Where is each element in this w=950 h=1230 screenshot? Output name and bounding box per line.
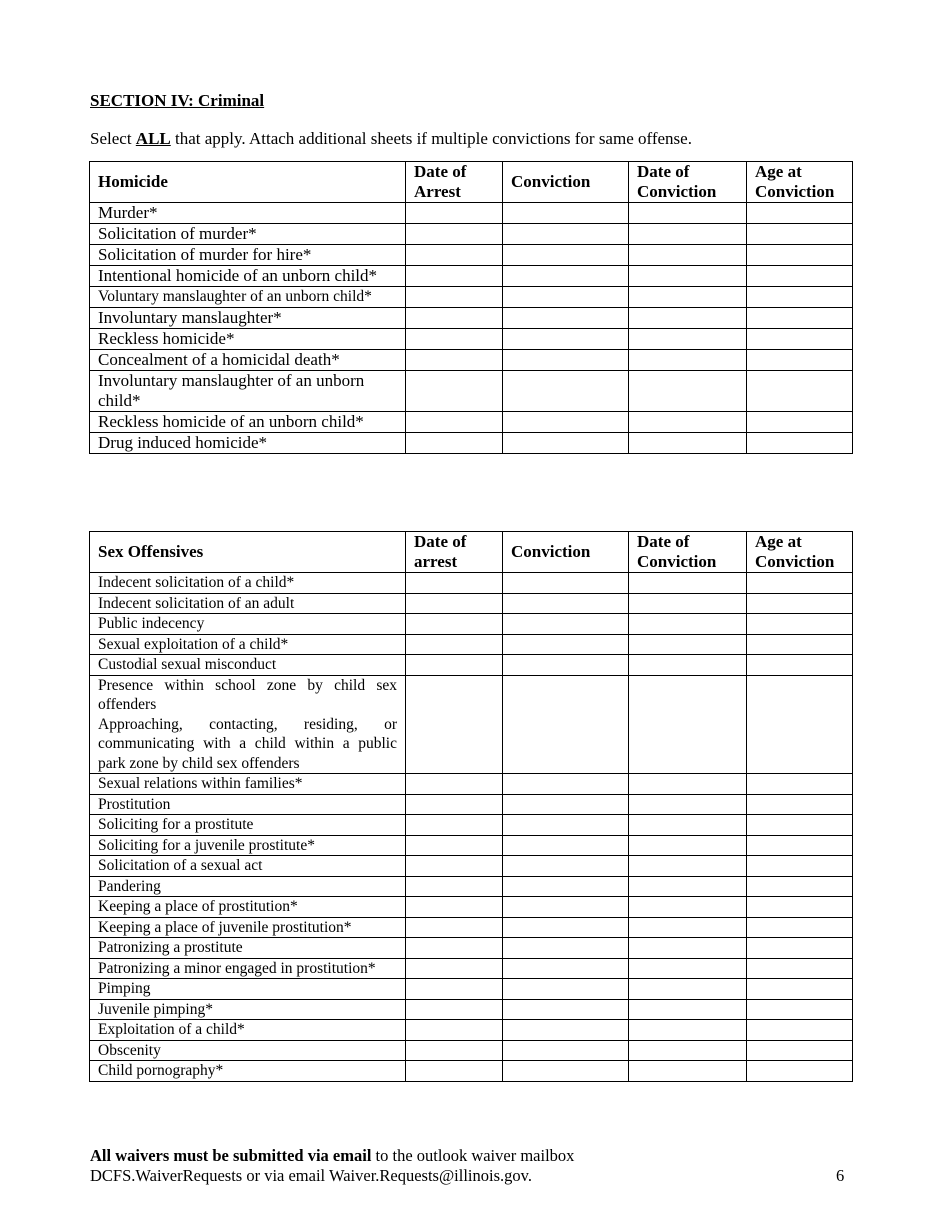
date-of-conviction-cell[interactable]	[629, 958, 747, 979]
conviction-cell[interactable]	[503, 614, 629, 635]
age-at-conviction-cell[interactable]	[747, 412, 853, 433]
table-row	[90, 329, 853, 350]
submission-note	[90, 1146, 574, 1186]
age-at-conviction-cell[interactable]	[747, 774, 853, 795]
age-at-conviction-cell[interactable]	[747, 287, 853, 308]
conviction-cell[interactable]	[503, 979, 629, 1000]
date-of-arrest-cell[interactable]	[406, 917, 503, 938]
offense-label: Public indecency	[90, 614, 406, 635]
offense-label: Concealment of a homicidal death*	[90, 350, 406, 371]
date-of-conviction-cell[interactable]	[629, 433, 747, 454]
date-of-arrest-cell[interactable]	[406, 794, 503, 815]
offense-label: Solicitation of murder for hire*	[90, 245, 406, 266]
date-of-conviction-cell[interactable]	[629, 245, 747, 266]
age-at-conviction-cell[interactable]	[747, 897, 853, 918]
date-of-conviction-cell[interactable]	[629, 1020, 747, 1041]
table-row	[90, 224, 853, 245]
header-age-at-conviction: Age at Conviction	[747, 162, 853, 203]
date-of-conviction-cell[interactable]	[629, 835, 747, 856]
age-at-conviction-cell[interactable]	[747, 614, 853, 635]
table-row	[90, 573, 853, 594]
sex-offenses-header-row	[90, 532, 853, 573]
offense-label: Keeping a place of prostitution*	[90, 897, 406, 918]
header-date-of-conviction: Date of Conviction	[629, 162, 747, 203]
age-at-conviction-cell[interactable]	[747, 573, 853, 594]
table-row	[90, 412, 853, 433]
date-of-arrest-cell[interactable]	[406, 266, 503, 287]
age-at-conviction-cell[interactable]	[747, 1061, 853, 1082]
age-at-conviction-cell[interactable]	[747, 815, 853, 836]
date-of-arrest-cell[interactable]	[406, 675, 503, 774]
instructions-suffix: that apply. Attach additional sheets if multiple convictions for same offense.	[170, 129, 692, 148]
date-of-arrest-cell[interactable]	[406, 412, 503, 433]
offense-label: Indecent solicitation of an adult	[90, 593, 406, 614]
date-of-arrest-cell[interactable]	[406, 655, 503, 676]
offense-label: Solicitation of murder*	[90, 224, 406, 245]
table-row	[90, 655, 853, 676]
date-of-arrest-cell[interactable]	[406, 856, 503, 877]
homicide-table	[89, 161, 853, 454]
table-row	[90, 815, 853, 836]
date-of-conviction-cell[interactable]	[629, 203, 747, 224]
date-of-conviction-cell[interactable]	[629, 979, 747, 1000]
age-at-conviction-cell[interactable]	[747, 938, 853, 959]
offense-label-line: Presence within school zone by child sex offenders	[98, 676, 397, 713]
date-of-conviction-cell[interactable]	[629, 794, 747, 815]
header-offense: Sex Offensives	[90, 532, 406, 573]
conviction-cell[interactable]	[503, 593, 629, 614]
date-of-arrest-cell[interactable]	[406, 958, 503, 979]
offense-label: Custodial sexual misconduct	[90, 655, 406, 676]
conviction-cell[interactable]	[503, 308, 629, 329]
conviction-cell[interactable]	[503, 245, 629, 266]
table-row	[90, 287, 853, 308]
conviction-cell[interactable]	[503, 938, 629, 959]
date-of-conviction-cell[interactable]	[629, 308, 747, 329]
date-of-arrest-cell[interactable]	[406, 573, 503, 594]
table-row	[90, 835, 853, 856]
date-of-conviction-cell[interactable]	[629, 266, 747, 287]
age-at-conviction-cell[interactable]	[747, 350, 853, 371]
date-of-conviction-cell[interactable]	[629, 856, 747, 877]
header-date-of-arrest: Date of arrest	[406, 532, 503, 573]
age-at-conviction-cell[interactable]	[747, 245, 853, 266]
table-row	[90, 999, 853, 1020]
offense-label	[90, 675, 406, 774]
date-of-arrest-cell[interactable]	[406, 815, 503, 836]
age-at-conviction-cell[interactable]	[747, 266, 853, 287]
date-of-arrest-cell[interactable]	[406, 1020, 503, 1041]
conviction-cell[interactable]	[503, 1040, 629, 1061]
date-of-conviction-cell[interactable]	[629, 1040, 747, 1061]
date-of-conviction-cell[interactable]	[629, 897, 747, 918]
offense-label: Sexual exploitation of a child*	[90, 634, 406, 655]
date-of-arrest-cell[interactable]	[406, 593, 503, 614]
header-offense: Homicide	[90, 162, 406, 203]
age-at-conviction-cell[interactable]	[747, 876, 853, 897]
sex-offenses-table	[89, 531, 853, 1082]
offense-label: Patronizing a prostitute	[90, 938, 406, 959]
conviction-cell[interactable]	[503, 856, 629, 877]
table-row	[90, 1040, 853, 1061]
offense-label: Patronizing a minor engaged in prostitution*	[90, 958, 406, 979]
table-row	[90, 245, 853, 266]
date-of-arrest-cell[interactable]	[406, 245, 503, 266]
section-title: SECTION IV: Criminal	[90, 91, 265, 110]
homicide-header-row	[90, 162, 853, 203]
date-of-arrest-cell[interactable]	[406, 1061, 503, 1082]
table-row	[90, 308, 853, 329]
offense-label: Obscenity	[90, 1040, 406, 1061]
date-of-conviction-cell[interactable]	[629, 876, 747, 897]
date-of-conviction-cell[interactable]	[629, 287, 747, 308]
offense-label: Involuntary manslaughter of an unborn child*	[90, 371, 406, 412]
offense-label: Pimping	[90, 979, 406, 1000]
date-of-arrest-cell[interactable]	[406, 999, 503, 1020]
date-of-conviction-cell[interactable]	[629, 999, 747, 1020]
offense-label: Involuntary manslaughter*	[90, 308, 406, 329]
date-of-conviction-cell[interactable]	[629, 938, 747, 959]
age-at-conviction-cell[interactable]	[747, 856, 853, 877]
conviction-cell[interactable]	[503, 573, 629, 594]
age-at-conviction-cell[interactable]	[747, 371, 853, 412]
date-of-conviction-cell[interactable]	[629, 224, 747, 245]
table-row	[90, 856, 853, 877]
date-of-conviction-cell[interactable]	[629, 1061, 747, 1082]
offense-label: Exploitation of a child*	[90, 1020, 406, 1041]
conviction-cell[interactable]	[503, 835, 629, 856]
conviction-cell[interactable]	[503, 350, 629, 371]
table-row	[90, 917, 853, 938]
offense-label: Indecent solicitation of a child*	[90, 573, 406, 594]
offense-label: Intentional homicide of an unborn child*	[90, 266, 406, 287]
date-of-conviction-cell[interactable]	[629, 412, 747, 433]
submission-note-rest: to the outlook waiver mailbox	[371, 1146, 575, 1165]
table-row	[90, 350, 853, 371]
conviction-cell[interactable]	[503, 287, 629, 308]
conviction-cell[interactable]	[503, 1061, 629, 1082]
conviction-cell[interactable]	[503, 794, 629, 815]
table-row	[90, 675, 853, 774]
date-of-conviction-cell[interactable]	[629, 593, 747, 614]
instructions-prefix: Select	[90, 129, 136, 148]
conviction-cell[interactable]	[503, 224, 629, 245]
date-of-arrest-cell[interactable]	[406, 979, 503, 1000]
age-at-conviction-cell[interactable]	[747, 593, 853, 614]
date-of-arrest-cell[interactable]	[406, 1040, 503, 1061]
age-at-conviction-cell[interactable]	[747, 794, 853, 815]
date-of-conviction-cell[interactable]	[629, 614, 747, 635]
offense-label: Solicitation of a sexual act	[90, 856, 406, 877]
date-of-arrest-cell[interactable]	[406, 774, 503, 795]
offense-label: Murder*	[90, 203, 406, 224]
table-row	[90, 433, 853, 454]
age-at-conviction-cell[interactable]	[747, 224, 853, 245]
age-at-conviction-cell[interactable]	[747, 203, 853, 224]
date-of-arrest-cell[interactable]	[406, 634, 503, 655]
date-of-arrest-cell[interactable]	[406, 897, 503, 918]
date-of-conviction-cell[interactable]	[629, 815, 747, 836]
age-at-conviction-cell[interactable]	[747, 958, 853, 979]
conviction-cell[interactable]	[503, 958, 629, 979]
date-of-conviction-cell[interactable]	[629, 675, 747, 774]
header-date-of-arrest: Date of Arrest	[406, 162, 503, 203]
table-row	[90, 593, 853, 614]
conviction-cell[interactable]	[503, 329, 629, 350]
header-conviction: Conviction	[503, 532, 629, 573]
instructions	[90, 129, 692, 149]
header-date-of-conviction: Date of Conviction	[629, 532, 747, 573]
age-at-conviction-cell[interactable]	[747, 999, 853, 1020]
date-of-arrest-cell[interactable]	[406, 371, 503, 412]
conviction-cell[interactable]	[503, 655, 629, 676]
age-at-conviction-cell[interactable]	[747, 634, 853, 655]
conviction-cell[interactable]	[503, 917, 629, 938]
page-number: 6	[836, 1166, 845, 1185]
table-row	[90, 897, 853, 918]
date-of-arrest-cell[interactable]	[406, 308, 503, 329]
date-of-conviction-cell[interactable]	[629, 573, 747, 594]
age-at-conviction-cell[interactable]	[747, 329, 853, 350]
offense-label: Pandering	[90, 876, 406, 897]
offense-label: Keeping a place of juvenile prostitution*	[90, 917, 406, 938]
date-of-arrest-cell[interactable]	[406, 433, 503, 454]
date-of-conviction-cell[interactable]	[629, 655, 747, 676]
date-of-arrest-cell[interactable]	[406, 614, 503, 635]
conviction-cell[interactable]	[503, 675, 629, 774]
submission-contacts: DCFS.WaiverRequests or via email Waiver.Requests@illinois.gov.	[90, 1166, 532, 1185]
age-at-conviction-cell[interactable]	[747, 1020, 853, 1041]
age-at-conviction-cell[interactable]	[747, 433, 853, 454]
date-of-arrest-cell[interactable]	[406, 876, 503, 897]
header-conviction: Conviction	[503, 162, 629, 203]
date-of-arrest-cell[interactable]	[406, 835, 503, 856]
header-age-at-conviction: Age at Conviction	[747, 532, 853, 573]
date-of-conviction-cell[interactable]	[629, 917, 747, 938]
offense-label: Soliciting for a juvenile prostitute*	[90, 835, 406, 856]
conviction-cell[interactable]	[503, 774, 629, 795]
age-at-conviction-cell[interactable]	[747, 917, 853, 938]
conviction-cell[interactable]	[503, 897, 629, 918]
conviction-cell[interactable]	[503, 1020, 629, 1041]
age-at-conviction-cell[interactable]	[747, 1040, 853, 1061]
table-row	[90, 614, 853, 635]
table-row	[90, 938, 853, 959]
age-at-conviction-cell[interactable]	[747, 675, 853, 774]
date-of-arrest-cell[interactable]	[406, 938, 503, 959]
date-of-arrest-cell[interactable]	[406, 329, 503, 350]
date-of-arrest-cell[interactable]	[406, 287, 503, 308]
conviction-cell[interactable]	[503, 371, 629, 412]
table-row	[90, 634, 853, 655]
offense-label-line: Approaching, contacting, residing, or communicating with a child within a public park zone by child sex offenders	[98, 715, 397, 772]
date-of-conviction-cell[interactable]	[629, 329, 747, 350]
table-row	[90, 958, 853, 979]
offense-label: Reckless homicide of an unborn child*	[90, 412, 406, 433]
table-row	[90, 1061, 853, 1082]
conviction-cell[interactable]	[503, 634, 629, 655]
age-at-conviction-cell[interactable]	[747, 308, 853, 329]
date-of-conviction-cell[interactable]	[629, 371, 747, 412]
age-at-conviction-cell[interactable]	[747, 979, 853, 1000]
table-row	[90, 371, 853, 412]
offense-label: Prostitution	[90, 794, 406, 815]
date-of-conviction-cell[interactable]	[629, 634, 747, 655]
offense-label: Juvenile pimping*	[90, 999, 406, 1020]
table-row	[90, 774, 853, 795]
offense-label: Child pornography*	[90, 1061, 406, 1082]
table-row	[90, 203, 853, 224]
table-row	[90, 979, 853, 1000]
date-of-arrest-cell[interactable]	[406, 350, 503, 371]
date-of-arrest-cell[interactable]	[406, 203, 503, 224]
submission-note-emphasis: All waivers must be submitted via email	[90, 1146, 372, 1165]
conviction-cell[interactable]	[503, 999, 629, 1020]
conviction-cell[interactable]	[503, 815, 629, 836]
offense-label: Voluntary manslaughter of an unborn child*	[90, 287, 406, 308]
table-row	[90, 266, 853, 287]
age-at-conviction-cell[interactable]	[747, 835, 853, 856]
table-row	[90, 876, 853, 897]
conviction-cell[interactable]	[503, 412, 629, 433]
age-at-conviction-cell[interactable]	[747, 655, 853, 676]
conviction-cell[interactable]	[503, 433, 629, 454]
offense-label: Soliciting for a prostitute	[90, 815, 406, 836]
date-of-conviction-cell[interactable]	[629, 774, 747, 795]
table-row	[90, 1020, 853, 1041]
conviction-cell[interactable]	[503, 266, 629, 287]
date-of-conviction-cell[interactable]	[629, 350, 747, 371]
conviction-cell[interactable]	[503, 876, 629, 897]
table-row	[90, 794, 853, 815]
offense-label: Reckless homicide*	[90, 329, 406, 350]
date-of-arrest-cell[interactable]	[406, 224, 503, 245]
instructions-emphasis: ALL	[135, 129, 171, 148]
offense-label: Sexual relations within families*	[90, 774, 406, 795]
offense-label: Drug induced homicide*	[90, 433, 406, 454]
conviction-cell[interactable]	[503, 203, 629, 224]
